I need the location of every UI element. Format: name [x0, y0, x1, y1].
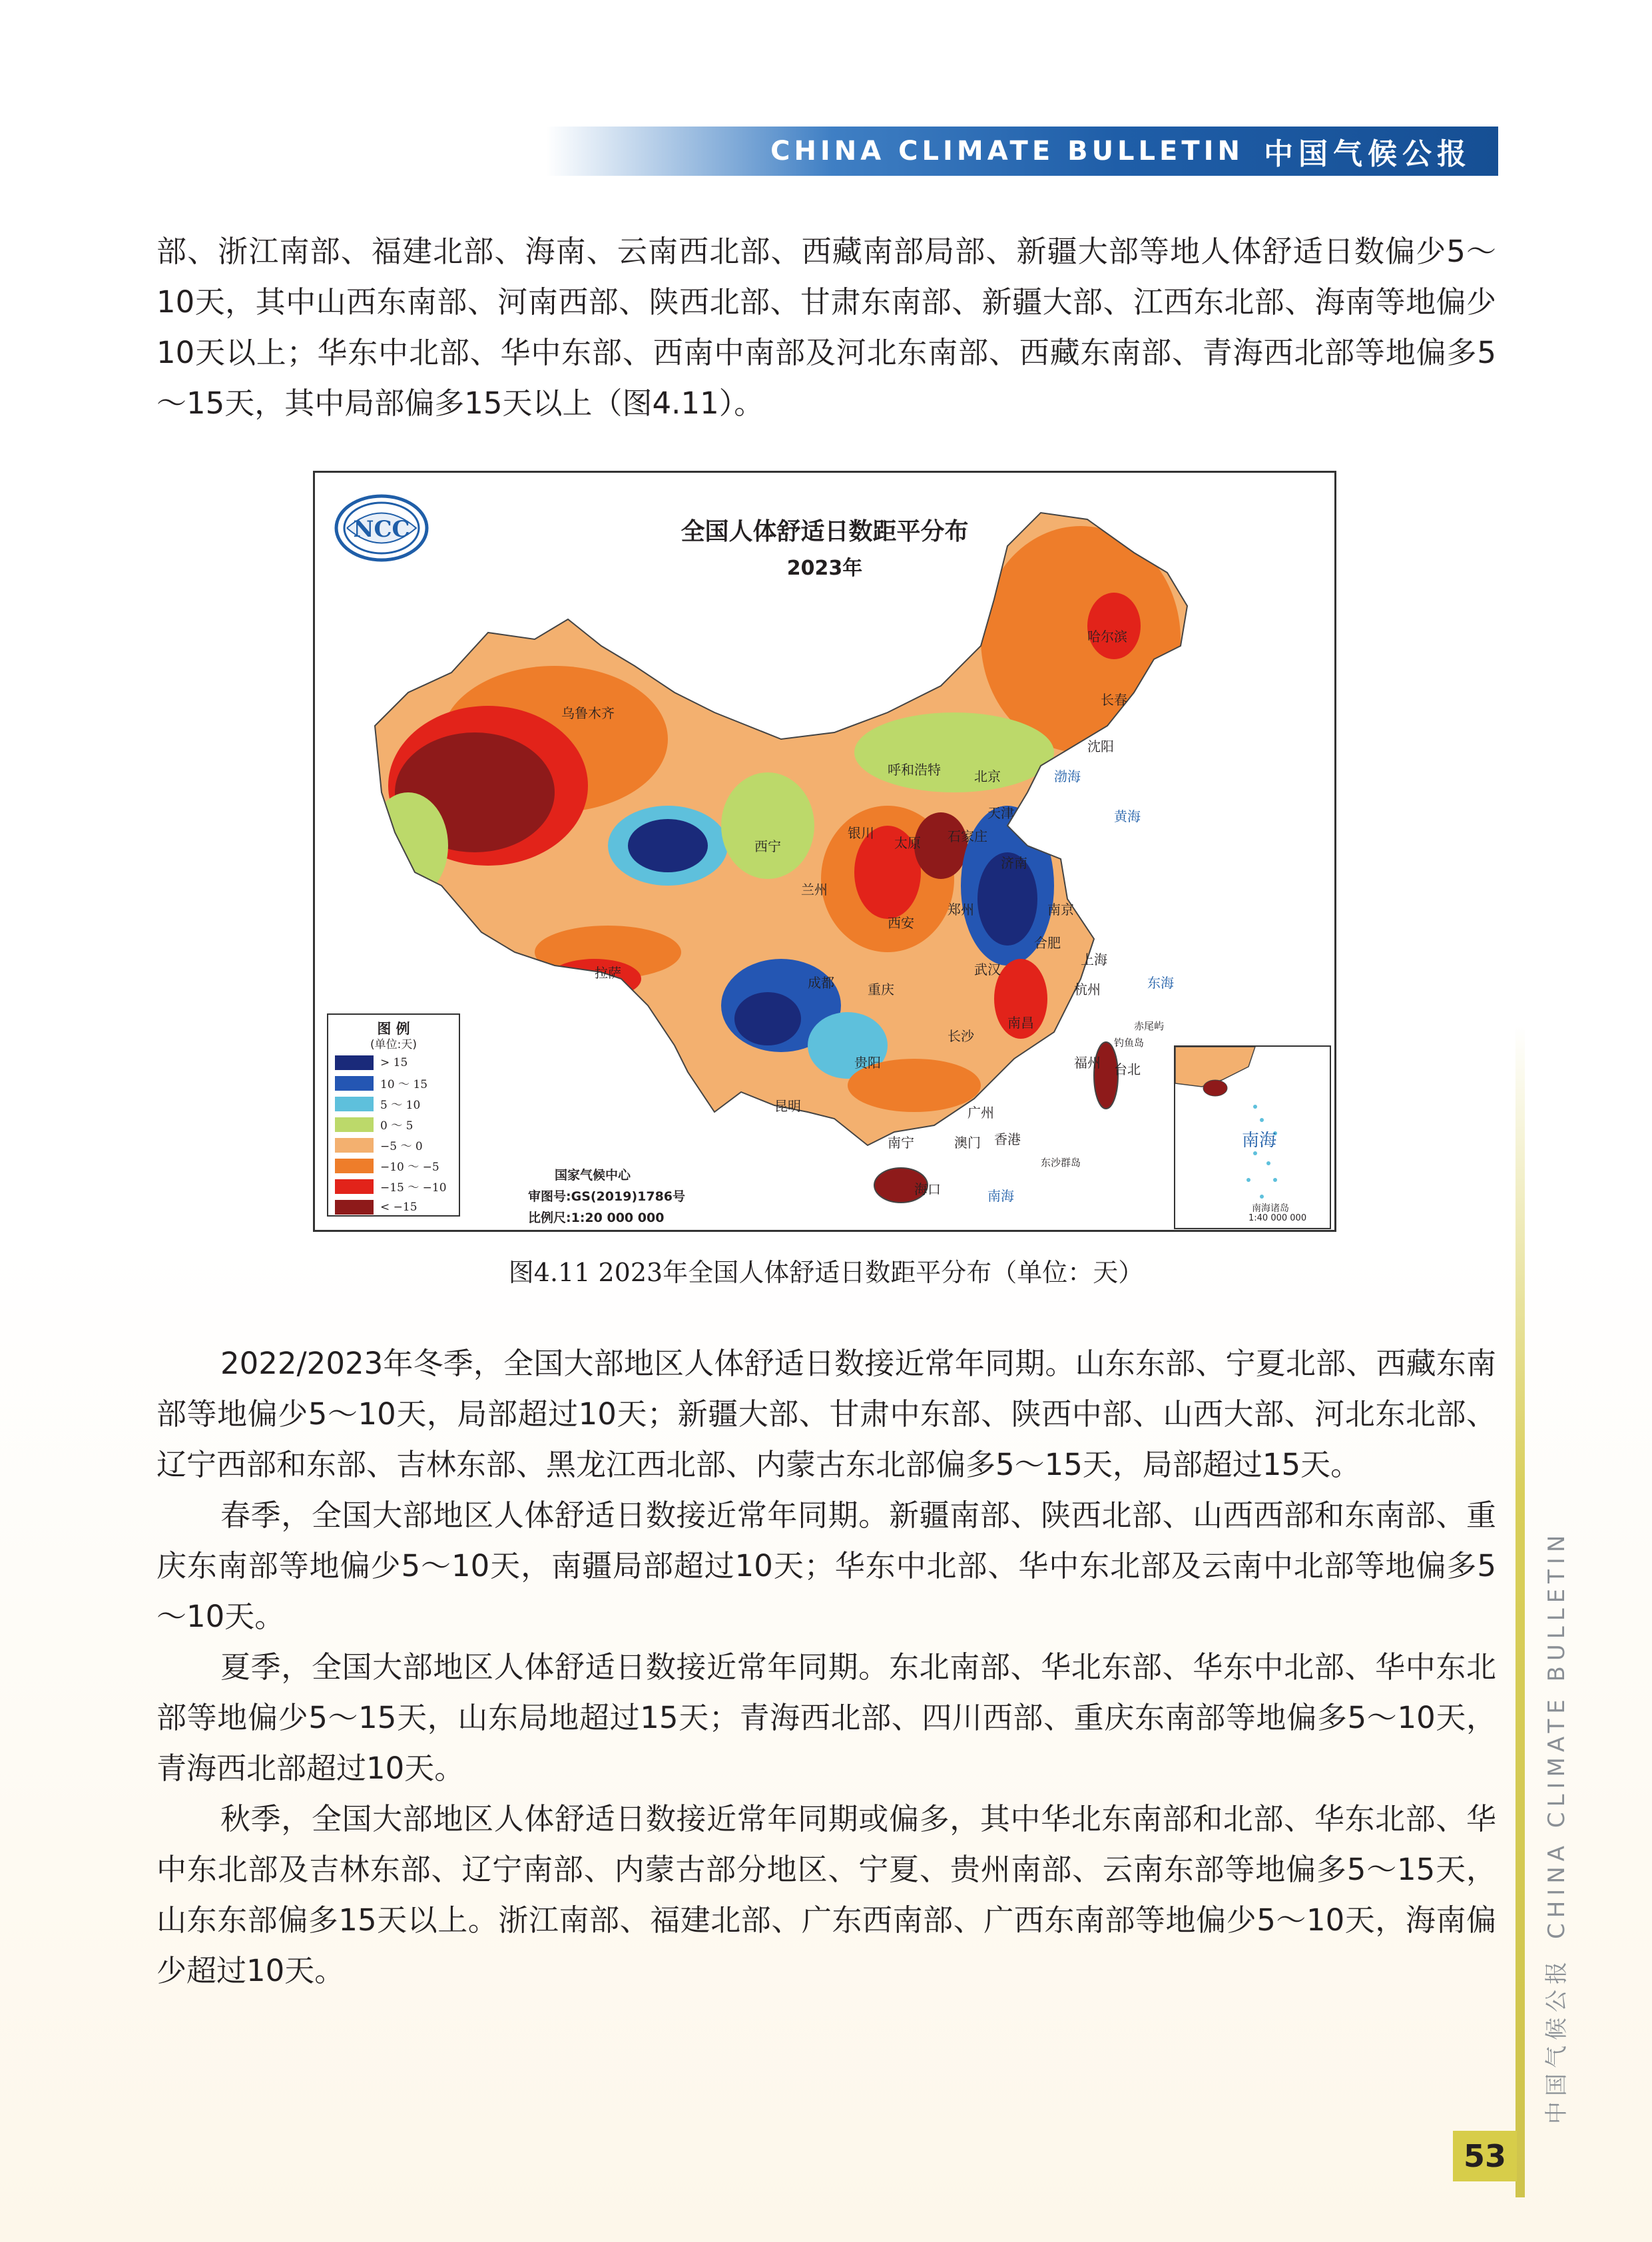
legend-swatch — [335, 1200, 374, 1215]
city-label: 重庆 — [868, 981, 894, 997]
city-label: 成都 — [808, 975, 834, 991]
legend-label: < −15 — [380, 1200, 417, 1214]
paragraph-winter: 2022/2023年冬季，全国大部地区人体舒适日数接近常年同期。山东东部、宁夏北部、西藏东南部等地偏少5～10天，局部超过10天；新疆大部、甘肃中东部、陕西中部、山西大部、河北东北部、辽宁西部和东部、吉林东部、黑龙江西北部、内蒙古东北部偏多5～15天，局部超过15天。 — [156, 1346, 1496, 1482]
city-label: 武汉 — [974, 962, 1001, 978]
paragraph-spring: 春季，全国大部地区人体舒适日数接近常年同期。新疆南部、陕西北部、山西西部和东南部、重庆东南部等地偏少5～10天，南疆局部超过10天；华东中北部、华中东北部及云南中北部等地偏多5～10天。 — [156, 1498, 1496, 1634]
paragraph-top-text: 部、浙江南部、福建北部、海南、云南西北部、西藏南部局部、新疆大部等地人体舒适日数偏少5～10天，其中山西东南部、河南西部、陕西北部、甘肃东南部、新疆大部、江西东北部、海南等地偏少10天以上；华东中北部、华中东部、西南中南部及河北东南部、西藏东南部、青海西北部等地偏多5～15天，其中局部偏多15天以上（图4.11）。 — [156, 234, 1496, 421]
credit-scale: 比例尺:1:20 000 000 — [528, 1211, 665, 1225]
map-figure — [313, 471, 1336, 1232]
legend-row — [335, 1073, 452, 1093]
side-decoration-bar — [1515, 1025, 1525, 2197]
city-label: 银川 — [848, 825, 874, 841]
legend-row — [335, 1114, 452, 1135]
legend-unit: (单位:天) — [370, 1038, 417, 1051]
credit-approval: 审图号:GS(2019)1786号 — [528, 1189, 686, 1204]
city-label: 南昌 — [1007, 1015, 1034, 1031]
legend-swatch — [335, 1097, 374, 1111]
city-label: 乌鲁木齐 — [561, 705, 615, 721]
legend-title: 图 例 — [377, 1021, 410, 1037]
legend-row — [335, 1135, 452, 1155]
city-label: 长春 — [1101, 692, 1127, 708]
legend-row — [335, 1093, 452, 1114]
legend-label: −15 ～ −10 — [380, 1181, 447, 1195]
city-label: 香港 — [994, 1131, 1021, 1147]
header-title-cn: 中国气候公报 — [1264, 137, 1472, 171]
sea-label: 黄海 — [1114, 808, 1141, 824]
city-label: 西宁 — [754, 838, 781, 854]
city-label: 济南 — [1001, 855, 1027, 871]
logo-text: NCC — [353, 516, 410, 543]
city-label: 郑州 — [948, 902, 974, 918]
credit-org: 国家气候中心 — [555, 1168, 631, 1183]
side-title-cn: 中国气候公报 — [1543, 1956, 1570, 2124]
legend-label: −5 ～ 0 — [380, 1140, 423, 1153]
city-label: 天津 — [987, 805, 1014, 821]
header-title-en: CHINA CLIMATE BULLETIN — [770, 136, 1244, 166]
south-china-sea-inset — [1174, 1045, 1331, 1229]
island-label: 钓鱼岛 — [1114, 1037, 1145, 1049]
legend-label: 0 ～ 5 — [380, 1119, 413, 1133]
city-label: 上海 — [1081, 952, 1107, 968]
city-label: 海口 — [914, 1181, 941, 1197]
city-label: 沈阳 — [1087, 738, 1114, 754]
paragraph-summer: 夏季，全国大部地区人体舒适日数接近常年同期。东北南部、华北东部、华东中北部、华中东北部等地偏少5～15天，山东局地超过15天；青海西北部、四川西部、重庆东南部等地偏多5～10天，青海西北部超过10天。 — [156, 1649, 1496, 1786]
legend-swatch — [335, 1076, 374, 1091]
city-label: 长沙 — [948, 1028, 974, 1044]
header-banner — [546, 127, 1498, 176]
city-label: 西安 — [888, 915, 914, 931]
city-label: 贵阳 — [854, 1055, 881, 1071]
city-label: 拉萨 — [595, 965, 621, 981]
side-running-title — [1538, 1530, 1571, 2124]
legend-label: > 15 — [380, 1055, 408, 1069]
city-label: 呼和浩特 — [888, 762, 941, 778]
map-legend — [327, 1013, 460, 1217]
legend-label: −10 ～ −5 — [380, 1161, 439, 1174]
city-label: 太原 — [894, 835, 921, 851]
legend-swatch — [335, 1117, 374, 1132]
city-label: 石家庄 — [948, 828, 987, 844]
sea-label: 东海 — [1147, 975, 1174, 991]
paragraph-top — [156, 226, 1496, 429]
side-title-en: CHINA CLIMATE BULLETIN — [1543, 1530, 1570, 1939]
island-label: 赤尾屿 — [1134, 1020, 1165, 1032]
body-paragraphs — [156, 1338, 1496, 1996]
inset-sea-label: 南海 — [1242, 1131, 1277, 1151]
map-title: 全国人体舒适日数距平分布 — [681, 518, 969, 545]
island-label: 东沙群岛 — [1041, 1157, 1081, 1169]
city-label: 杭州 — [1074, 981, 1101, 997]
sea-label: 南海 — [987, 1188, 1014, 1204]
legend-swatch — [335, 1055, 374, 1070]
city-label: 昆明 — [774, 1098, 801, 1114]
map-year: 2023年 — [786, 557, 863, 580]
inset-label: 南海诸岛 — [1252, 1203, 1289, 1214]
city-label: 兰州 — [801, 882, 828, 898]
legend-label: 10 ～ 15 — [380, 1078, 428, 1091]
legend-swatch — [335, 1138, 374, 1153]
city-label: 合肥 — [1034, 935, 1061, 951]
city-label: 哈尔滨 — [1087, 629, 1127, 645]
page-number: 53 — [1453, 2131, 1517, 2181]
legend-swatch — [335, 1179, 374, 1194]
city-label: 北京 — [974, 768, 1001, 784]
city-label: 台北 — [1114, 1061, 1141, 1077]
city-label: 南宁 — [888, 1135, 914, 1151]
city-label: 广州 — [967, 1105, 994, 1121]
sea-label: 渤海 — [1054, 768, 1081, 784]
legend-row — [335, 1197, 452, 1217]
legend-row — [335, 1155, 452, 1176]
city-label: 南京 — [1047, 902, 1074, 918]
legend-row — [335, 1176, 452, 1197]
city-label: 福州 — [1074, 1055, 1101, 1071]
legend-label: 5 ～ 10 — [380, 1099, 421, 1112]
paragraph-autumn: 秋季，全国大部地区人体舒适日数接近常年同期或偏多，其中华北东南部和北部、华东北部、华中东北部及吉林东部、辽宁南部、内蒙古部分地区、宁夏、贵州南部、云南东部等地偏多5～15天，山东东部偏多15天以上。浙江南部、福建北部、广东西南部、广西东南部等地偏少5～10天，海南偏少超过10天。 — [156, 1801, 1496, 1988]
inset-scale: 1:40 000 000 — [1248, 1213, 1307, 1223]
legend-row — [335, 1052, 452, 1073]
legend-swatch — [335, 1159, 374, 1173]
city-label: 澳门 — [954, 1135, 981, 1151]
figure-caption: 图4.11 2023年全国人体舒适日数距平分布（单位：天） — [508, 1258, 1144, 1287]
